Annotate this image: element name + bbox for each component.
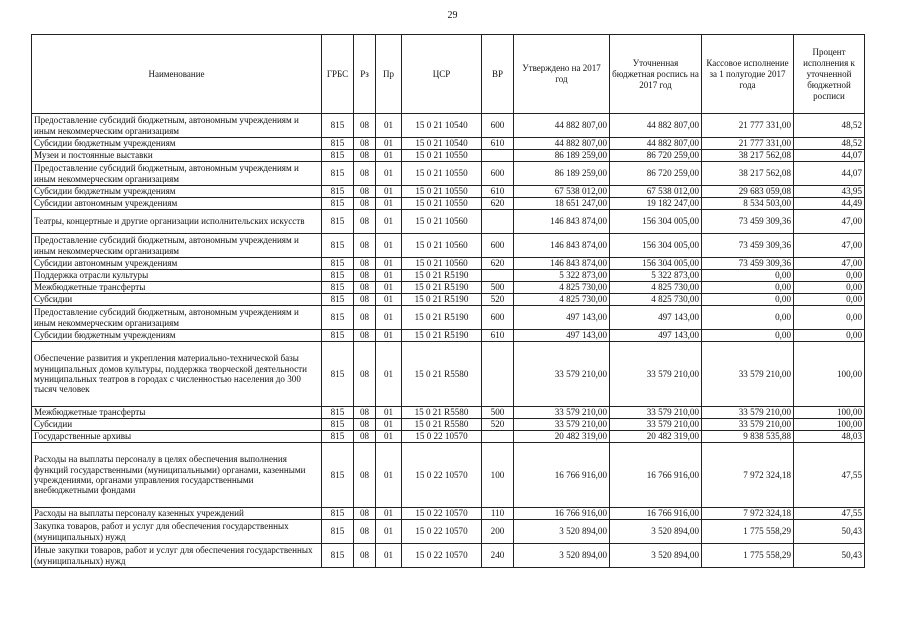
cell-percent: 100,00 xyxy=(794,407,865,419)
cell-csr: 15 0 22 10570 xyxy=(402,544,482,568)
cell-percent: 0,00 xyxy=(794,330,865,342)
cell-pr: 01 xyxy=(376,443,402,508)
table-row xyxy=(32,544,865,568)
cell-revised: 33 579 210,00 xyxy=(610,342,702,407)
cell-csr: 15 0 21 10560 xyxy=(402,258,482,270)
cell-percent: 100,00 xyxy=(794,419,865,431)
cell-cash: 33 579 210,00 xyxy=(702,419,794,431)
cell-grbs: 815 xyxy=(322,544,354,568)
cell-csr: 15 0 21 10560 xyxy=(402,210,482,234)
cell-revised: 3 520 894,00 xyxy=(610,544,702,568)
cell-csr: 15 0 21 10550 xyxy=(402,198,482,210)
cell-csr: 15 0 21 10540 xyxy=(402,138,482,150)
cell-percent: 43,95 xyxy=(794,186,865,198)
cell-percent: 48,52 xyxy=(794,138,865,150)
cell-revised: 86 720 259,00 xyxy=(610,150,702,162)
cell-vr: 500 xyxy=(482,407,514,419)
cell-grbs: 815 xyxy=(322,210,354,234)
table-row xyxy=(32,294,865,306)
header-revised: Уточненная бюджетная роспись на 2017 год xyxy=(610,35,702,114)
cell-rz: 08 xyxy=(354,210,376,234)
cell-pr: 01 xyxy=(376,114,402,138)
table-row xyxy=(32,330,865,342)
table-header-row xyxy=(32,35,865,114)
table-row xyxy=(32,270,865,282)
cell-csr: 15 0 21 10550 xyxy=(402,186,482,198)
cell-revised: 497 143,00 xyxy=(610,330,702,342)
cell-rz: 08 xyxy=(354,520,376,544)
cell-cash: 38 217 562,08 xyxy=(702,162,794,186)
cell-name: Предоставление субсидий бюджетным, автономным учреждениям и иным некоммерческим организациям xyxy=(32,162,322,186)
cell-csr: 15 0 21 R5190 xyxy=(402,294,482,306)
cell-rz: 08 xyxy=(354,431,376,443)
cell-rz: 08 xyxy=(354,342,376,407)
cell-name: Закупка товаров, работ и услуг для обеспечения государственных (муниципальных) нужд xyxy=(32,520,322,544)
cell-revised: 44 882 807,00 xyxy=(610,114,702,138)
cell-revised: 33 579 210,00 xyxy=(610,407,702,419)
cell-pr: 01 xyxy=(376,544,402,568)
header-rz: Рз xyxy=(354,35,376,114)
cell-grbs: 815 xyxy=(322,138,354,150)
cell-approved: 86 189 259,00 xyxy=(514,162,610,186)
cell-cash: 73 459 309,36 xyxy=(702,234,794,258)
cell-grbs: 815 xyxy=(322,407,354,419)
cell-vr: 200 xyxy=(482,520,514,544)
cell-grbs: 815 xyxy=(322,234,354,258)
cell-name: Межбюджетные трансферты xyxy=(32,407,322,419)
cell-percent: 0,00 xyxy=(794,270,865,282)
table-row xyxy=(32,150,865,162)
cell-pr: 01 xyxy=(376,520,402,544)
cell-rz: 08 xyxy=(354,186,376,198)
cell-cash: 0,00 xyxy=(702,270,794,282)
cell-vr xyxy=(482,270,514,282)
cell-revised: 20 482 319,00 xyxy=(610,431,702,443)
cell-rz: 08 xyxy=(354,114,376,138)
cell-rz: 08 xyxy=(354,282,376,294)
header-name: Наименование xyxy=(32,35,322,114)
cell-revised: 5 322 873,00 xyxy=(610,270,702,282)
cell-revised: 4 825 730,00 xyxy=(610,282,702,294)
header-pr: Пр xyxy=(376,35,402,114)
cell-csr: 15 0 22 10570 xyxy=(402,520,482,544)
cell-pr: 01 xyxy=(376,282,402,294)
cell-name: Расходы на выплаты персоналу в целях обеспечения выполнения функций государственными (муниципальными) органами, казенными учреждениями, органами управления государственными внебюджетными фондами xyxy=(32,443,322,508)
table-row xyxy=(32,258,865,270)
header-csr: ЦСР xyxy=(402,35,482,114)
cell-csr: 15 0 21 R5580 xyxy=(402,419,482,431)
cell-approved: 33 579 210,00 xyxy=(514,407,610,419)
cell-name: Субсидии автономным учреждениям xyxy=(32,198,322,210)
cell-grbs: 815 xyxy=(322,198,354,210)
cell-vr: 600 xyxy=(482,162,514,186)
cell-csr: 15 0 21 10560 xyxy=(402,234,482,258)
cell-grbs: 815 xyxy=(322,294,354,306)
cell-revised: 44 882 807,00 xyxy=(610,138,702,150)
cell-cash: 9 838 535,88 xyxy=(702,431,794,443)
cell-cash: 0,00 xyxy=(702,282,794,294)
cell-csr: 15 0 21 R5190 xyxy=(402,282,482,294)
cell-pr: 01 xyxy=(376,270,402,282)
cell-vr: 600 xyxy=(482,114,514,138)
cell-approved: 146 843 874,00 xyxy=(514,210,610,234)
cell-rz: 08 xyxy=(354,443,376,508)
cell-vr: 600 xyxy=(482,306,514,330)
cell-csr: 15 0 21 R5190 xyxy=(402,330,482,342)
cell-approved: 86 189 259,00 xyxy=(514,150,610,162)
cell-cash: 29 683 059,08 xyxy=(702,186,794,198)
cell-csr: 15 0 22 10570 xyxy=(402,508,482,520)
header-approved: Утверждено на 2017 год xyxy=(514,35,610,114)
header-cash: Кассовое исполнение за 1 полугодие 2017 года xyxy=(702,35,794,114)
cell-cash: 21 777 331,00 xyxy=(702,138,794,150)
cell-pr: 01 xyxy=(376,210,402,234)
page-number: 29 xyxy=(447,10,458,21)
cell-cash: 1 775 558,29 xyxy=(702,520,794,544)
cell-cash: 33 579 210,00 xyxy=(702,342,794,407)
cell-grbs: 815 xyxy=(322,114,354,138)
header-grbs: ГРБС xyxy=(322,35,354,114)
cell-csr: 15 0 21 R5190 xyxy=(402,306,482,330)
cell-name: Театры, концертные и другие организации исполнительских искусств xyxy=(32,210,322,234)
table-row xyxy=(32,443,865,508)
cell-name: Предоставление субсидий бюджетным, автономным учреждениям и иным некоммерческим организациям xyxy=(32,234,322,258)
cell-grbs: 815 xyxy=(322,150,354,162)
cell-name: Музеи и постоянные выставки xyxy=(32,150,322,162)
cell-pr: 01 xyxy=(376,138,402,150)
cell-vr: 600 xyxy=(482,234,514,258)
cell-name: Иные закупки товаров, работ и услуг для обеспечения государственных (муниципальных) нужд xyxy=(32,544,322,568)
cell-name: Предоставление субсидий бюджетным, автономным учреждениям и иным некоммерческим организациям xyxy=(32,114,322,138)
cell-name: Поддержка отрасли культуры xyxy=(32,270,322,282)
cell-grbs: 815 xyxy=(322,419,354,431)
cell-rz: 08 xyxy=(354,544,376,568)
cell-rz: 08 xyxy=(354,258,376,270)
cell-approved: 146 843 874,00 xyxy=(514,258,610,270)
cell-grbs: 815 xyxy=(322,431,354,443)
cell-grbs: 815 xyxy=(322,186,354,198)
cell-grbs: 815 xyxy=(322,162,354,186)
cell-approved: 3 520 894,00 xyxy=(514,520,610,544)
table-row xyxy=(32,210,865,234)
cell-pr: 01 xyxy=(376,306,402,330)
cell-pr: 01 xyxy=(376,258,402,270)
cell-vr: 500 xyxy=(482,282,514,294)
cell-approved: 497 143,00 xyxy=(514,306,610,330)
cell-vr: 620 xyxy=(482,258,514,270)
table-row xyxy=(32,407,865,419)
cell-name: Субсидии xyxy=(32,294,322,306)
cell-cash: 7 972 324,18 xyxy=(702,508,794,520)
cell-percent: 47,00 xyxy=(794,258,865,270)
cell-pr: 01 xyxy=(376,508,402,520)
cell-percent: 47,00 xyxy=(794,234,865,258)
cell-grbs: 815 xyxy=(322,306,354,330)
cell-cash: 8 534 503,00 xyxy=(702,198,794,210)
cell-cash: 38 217 562,08 xyxy=(702,150,794,162)
cell-percent: 44,49 xyxy=(794,198,865,210)
cell-approved: 5 322 873,00 xyxy=(514,270,610,282)
cell-percent: 0,00 xyxy=(794,306,865,330)
cell-rz: 08 xyxy=(354,306,376,330)
cell-vr: 240 xyxy=(482,544,514,568)
table-row xyxy=(32,198,865,210)
cell-approved: 4 825 730,00 xyxy=(514,282,610,294)
cell-cash: 21 777 331,00 xyxy=(702,114,794,138)
cell-csr: 15 0 21 10540 xyxy=(402,114,482,138)
cell-vr xyxy=(482,431,514,443)
cell-csr: 15 0 21 R5190 xyxy=(402,270,482,282)
cell-name: Межбюджетные трансферты xyxy=(32,282,322,294)
cell-cash: 0,00 xyxy=(702,306,794,330)
cell-cash: 33 579 210,00 xyxy=(702,407,794,419)
cell-pr: 01 xyxy=(376,294,402,306)
cell-grbs: 815 xyxy=(322,282,354,294)
table-row xyxy=(32,520,865,544)
cell-rz: 08 xyxy=(354,294,376,306)
cell-name: Субсидии бюджетным учреждениям xyxy=(32,186,322,198)
cell-rz: 08 xyxy=(354,330,376,342)
cell-vr: 610 xyxy=(482,138,514,150)
cell-revised: 16 766 916,00 xyxy=(610,443,702,508)
cell-percent: 44,07 xyxy=(794,150,865,162)
cell-approved: 20 482 319,00 xyxy=(514,431,610,443)
cell-revised: 33 579 210,00 xyxy=(610,419,702,431)
table-row xyxy=(32,306,865,330)
cell-name: Обеспечение развития и укрепления материально-технической базы муниципальных домов культуры, поддержка творческой деятельности муниципальных театров в городах с численностью населения до 300 тысяч человек xyxy=(32,342,322,407)
cell-csr: 15 0 21 10550 xyxy=(402,150,482,162)
cell-grbs: 815 xyxy=(322,342,354,407)
cell-approved: 44 882 807,00 xyxy=(514,138,610,150)
cell-pr: 01 xyxy=(376,330,402,342)
cell-rz: 08 xyxy=(354,508,376,520)
cell-percent: 50,43 xyxy=(794,520,865,544)
cell-rz: 08 xyxy=(354,138,376,150)
cell-approved: 497 143,00 xyxy=(514,330,610,342)
cell-rz: 08 xyxy=(354,407,376,419)
table-row xyxy=(32,431,865,443)
cell-pr: 01 xyxy=(376,150,402,162)
cell-rz: 08 xyxy=(354,270,376,282)
cell-vr: 520 xyxy=(482,294,514,306)
cell-vr xyxy=(482,210,514,234)
table-row xyxy=(32,342,865,407)
cell-approved: 16 766 916,00 xyxy=(514,443,610,508)
cell-revised: 156 304 005,00 xyxy=(610,210,702,234)
cell-grbs: 815 xyxy=(322,443,354,508)
cell-pr: 01 xyxy=(376,186,402,198)
cell-pr: 01 xyxy=(376,198,402,210)
cell-vr: 110 xyxy=(482,508,514,520)
cell-grbs: 815 xyxy=(322,258,354,270)
table-row xyxy=(32,138,865,150)
cell-grbs: 815 xyxy=(322,508,354,520)
table-row xyxy=(32,186,865,198)
cell-name: Субсидии бюджетным учреждениям xyxy=(32,330,322,342)
cell-grbs: 815 xyxy=(322,270,354,282)
cell-grbs: 815 xyxy=(322,330,354,342)
cell-csr: 15 0 21 R5580 xyxy=(402,407,482,419)
cell-percent: 50,43 xyxy=(794,544,865,568)
cell-name: Субсидии xyxy=(32,419,322,431)
cell-grbs: 815 xyxy=(322,520,354,544)
cell-revised: 67 538 012,00 xyxy=(610,186,702,198)
cell-csr: 15 0 21 R5580 xyxy=(402,342,482,407)
cell-approved: 44 882 807,00 xyxy=(514,114,610,138)
cell-percent: 48,52 xyxy=(794,114,865,138)
table-row xyxy=(32,162,865,186)
cell-percent: 100,00 xyxy=(794,342,865,407)
cell-cash: 7 972 324,18 xyxy=(702,443,794,508)
cell-name: Субсидии автономным учреждениям xyxy=(32,258,322,270)
table-row xyxy=(32,234,865,258)
cell-revised: 16 766 916,00 xyxy=(610,508,702,520)
cell-revised: 156 304 005,00 xyxy=(610,258,702,270)
cell-approved: 67 538 012,00 xyxy=(514,186,610,198)
cell-name: Субсидии бюджетным учреждениям xyxy=(32,138,322,150)
cell-approved: 33 579 210,00 xyxy=(514,419,610,431)
cell-rz: 08 xyxy=(354,234,376,258)
header-percent: Процент исполнения к уточненной бюджетной росписи xyxy=(794,35,865,114)
cell-approved: 16 766 916,00 xyxy=(514,508,610,520)
cell-pr: 01 xyxy=(376,407,402,419)
cell-approved: 3 520 894,00 xyxy=(514,544,610,568)
cell-revised: 3 520 894,00 xyxy=(610,520,702,544)
table-row xyxy=(32,508,865,520)
cell-pr: 01 xyxy=(376,342,402,407)
cell-revised: 86 720 259,00 xyxy=(610,162,702,186)
table-row xyxy=(32,419,865,431)
cell-pr: 01 xyxy=(376,419,402,431)
header-vr: ВР xyxy=(482,35,514,114)
cell-cash: 73 459 309,36 xyxy=(702,258,794,270)
cell-cash: 73 459 309,36 xyxy=(702,210,794,234)
cell-vr: 610 xyxy=(482,330,514,342)
cell-vr: 520 xyxy=(482,419,514,431)
cell-approved: 146 843 874,00 xyxy=(514,234,610,258)
cell-csr: 15 0 22 10570 xyxy=(402,443,482,508)
cell-percent: 47,55 xyxy=(794,508,865,520)
table-row xyxy=(32,114,865,138)
cell-percent: 0,00 xyxy=(794,282,865,294)
cell-percent: 47,55 xyxy=(794,443,865,508)
cell-percent: 44,07 xyxy=(794,162,865,186)
cell-percent: 0,00 xyxy=(794,294,865,306)
cell-rz: 08 xyxy=(354,150,376,162)
cell-vr: 620 xyxy=(482,198,514,210)
cell-approved: 33 579 210,00 xyxy=(514,342,610,407)
cell-approved: 4 825 730,00 xyxy=(514,294,610,306)
cell-percent: 48,03 xyxy=(794,431,865,443)
cell-rz: 08 xyxy=(354,198,376,210)
cell-cash: 0,00 xyxy=(702,294,794,306)
cell-csr: 15 0 22 10570 xyxy=(402,431,482,443)
budget-table xyxy=(31,34,865,568)
cell-cash: 0,00 xyxy=(702,330,794,342)
cell-revised: 497 143,00 xyxy=(610,306,702,330)
cell-rz: 08 xyxy=(354,419,376,431)
cell-revised: 4 825 730,00 xyxy=(610,294,702,306)
cell-cash: 1 775 558,29 xyxy=(702,544,794,568)
cell-vr xyxy=(482,342,514,407)
cell-pr: 01 xyxy=(376,234,402,258)
cell-percent: 47,00 xyxy=(794,210,865,234)
cell-rz: 08 xyxy=(354,162,376,186)
cell-vr: 610 xyxy=(482,186,514,198)
table-row xyxy=(32,282,865,294)
cell-vr xyxy=(482,150,514,162)
cell-name: Расходы на выплаты персоналу казенных учреждений xyxy=(32,508,322,520)
cell-name: Предоставление субсидий бюджетным, автономным учреждениям и иным некоммерческим организациям xyxy=(32,306,322,330)
cell-approved: 18 651 247,00 xyxy=(514,198,610,210)
cell-pr: 01 xyxy=(376,431,402,443)
cell-vr: 100 xyxy=(482,443,514,508)
cell-csr: 15 0 21 10550 xyxy=(402,162,482,186)
cell-revised: 19 182 247,00 xyxy=(610,198,702,210)
cell-name: Государственные архивы xyxy=(32,431,322,443)
cell-revised: 156 304 005,00 xyxy=(610,234,702,258)
cell-pr: 01 xyxy=(376,162,402,186)
